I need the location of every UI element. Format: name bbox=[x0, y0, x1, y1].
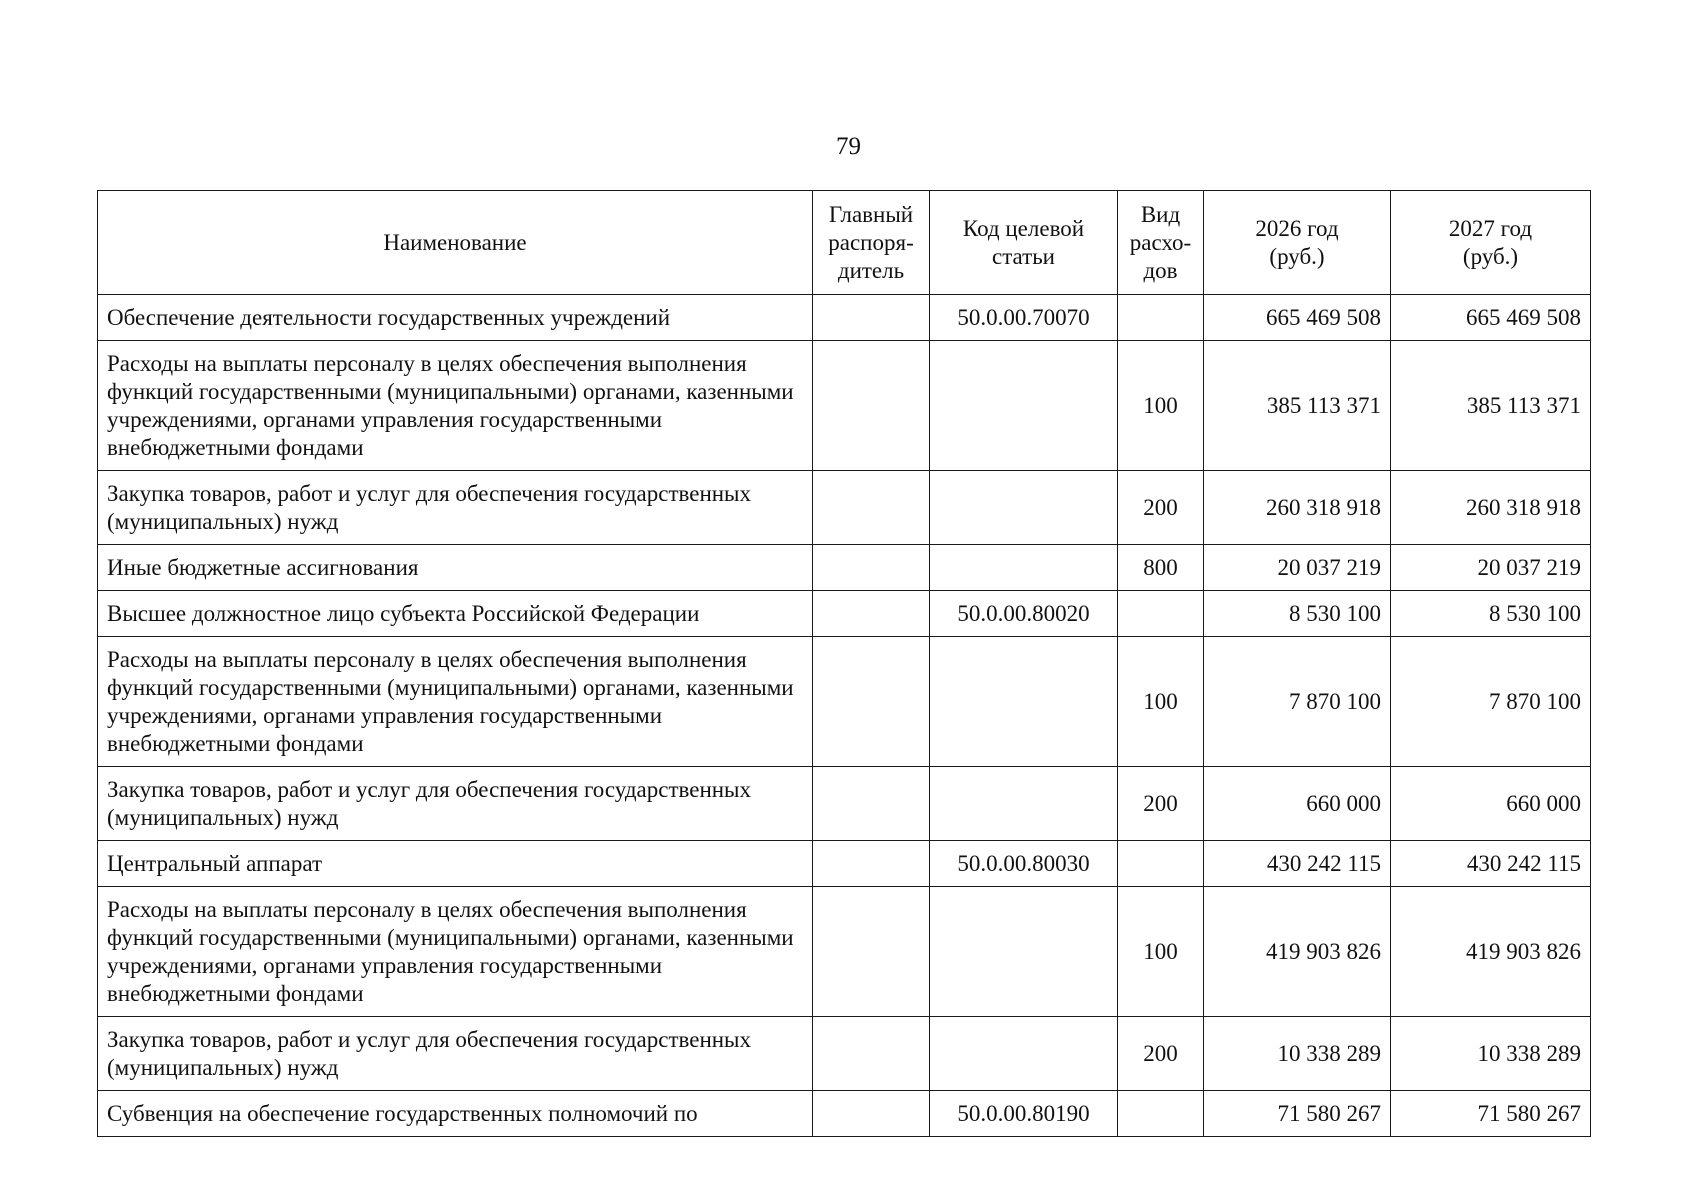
cell-amount-2026: 430 242 115 bbox=[1204, 841, 1391, 887]
table-row bbox=[98, 767, 1591, 841]
header-code-line: статьи bbox=[991, 243, 1055, 269]
header-year-2027-line: (руб.) bbox=[1462, 243, 1519, 269]
header-kind-line: дов bbox=[1143, 257, 1178, 283]
header-code bbox=[930, 191, 1118, 295]
header-kind-line: расхо- bbox=[1129, 229, 1192, 255]
cell-expense-kind bbox=[1118, 591, 1204, 637]
cell-target-code bbox=[930, 471, 1118, 545]
cell-expense-kind: 200 bbox=[1118, 767, 1204, 841]
header-manager-line: распоря- bbox=[828, 229, 914, 255]
table-header-row bbox=[98, 191, 1591, 295]
cell-manager bbox=[813, 295, 930, 341]
header-manager-line: дитель bbox=[837, 257, 905, 283]
header-year-2026 bbox=[1204, 191, 1391, 295]
header-year-2026-line: 2026 год bbox=[1255, 215, 1339, 241]
cell-amount-2026: 71 580 267 bbox=[1204, 1091, 1391, 1137]
cell-amount-2026: 20 037 219 bbox=[1204, 545, 1391, 591]
cell-manager bbox=[813, 341, 930, 471]
cell-expense-kind: 100 bbox=[1118, 341, 1204, 471]
cell-target-code bbox=[930, 637, 1118, 767]
header-kind bbox=[1118, 191, 1204, 295]
cell-amount-2027: 665 469 508 bbox=[1391, 295, 1591, 341]
cell-amount-2026: 660 000 bbox=[1204, 767, 1391, 841]
cell-amount-2027: 71 580 267 bbox=[1391, 1091, 1591, 1137]
table-row bbox=[98, 841, 1591, 887]
table-row bbox=[98, 545, 1591, 591]
cell-name: Закупка товаров, работ и услуг для обеспечения государственных (муниципальных) нужд bbox=[98, 1017, 813, 1091]
cell-expense-kind: 200 bbox=[1118, 471, 1204, 545]
table-body bbox=[98, 295, 1591, 1137]
cell-manager bbox=[813, 767, 930, 841]
cell-expense-kind bbox=[1118, 1091, 1204, 1137]
cell-amount-2026: 419 903 826 bbox=[1204, 887, 1391, 1017]
table-row bbox=[98, 591, 1591, 637]
cell-manager bbox=[813, 591, 930, 637]
cell-amount-2026: 7 870 100 bbox=[1204, 637, 1391, 767]
page-number: 79 bbox=[836, 133, 861, 160]
header-year-2026-line: (руб.) bbox=[1269, 243, 1325, 269]
cell-amount-2027: 660 000 bbox=[1391, 767, 1591, 841]
cell-name: Расходы на выплаты персоналу в целях обеспечения выполнения функций государственными (муниципальными) органами, казенными учреждениями, органами управления государственными внебюджетными фондами bbox=[98, 887, 813, 1017]
cell-manager bbox=[813, 471, 930, 545]
cell-name: Иные бюджетные ассигнования bbox=[98, 545, 813, 591]
cell-target-code: 50.0.00.80020 bbox=[930, 591, 1118, 637]
cell-manager bbox=[813, 545, 930, 591]
header-year-2027 bbox=[1391, 191, 1591, 295]
cell-expense-kind: 200 bbox=[1118, 1017, 1204, 1091]
table-row bbox=[98, 1091, 1591, 1137]
cell-target-code bbox=[930, 887, 1118, 1017]
table-row bbox=[98, 1017, 1591, 1091]
cell-target-code: 50.0.00.80190 bbox=[930, 1091, 1118, 1137]
table-row bbox=[98, 887, 1591, 1017]
cell-amount-2027: 419 903 826 bbox=[1391, 887, 1591, 1017]
budget-table bbox=[97, 190, 1591, 1137]
header-kind-line: Вид bbox=[1140, 201, 1181, 227]
header-name-text: Наименование bbox=[383, 229, 527, 255]
cell-target-code: 50.0.00.80030 bbox=[930, 841, 1118, 887]
cell-amount-2026: 665 469 508 bbox=[1204, 295, 1391, 341]
cell-name: Закупка товаров, работ и услуг для обеспечения государственных (муниципальных) нужд bbox=[98, 471, 813, 545]
cell-target-code bbox=[930, 341, 1118, 471]
table-row bbox=[98, 471, 1591, 545]
cell-manager bbox=[813, 1091, 930, 1137]
cell-name: Закупка товаров, работ и услуг для обеспечения государственных (муниципальных) нужд bbox=[98, 767, 813, 841]
header-manager bbox=[813, 191, 930, 295]
table-row bbox=[98, 637, 1591, 767]
cell-target-code bbox=[930, 1017, 1118, 1091]
cell-amount-2026: 385 113 371 bbox=[1204, 341, 1391, 471]
cell-manager bbox=[813, 841, 930, 887]
header-manager-line: Главный bbox=[828, 201, 914, 227]
cell-amount-2026: 8 530 100 bbox=[1204, 591, 1391, 637]
cell-amount-2027: 20 037 219 bbox=[1391, 545, 1591, 591]
cell-name: Центральный аппарат bbox=[98, 841, 813, 887]
cell-amount-2027: 8 530 100 bbox=[1391, 591, 1591, 637]
cell-amount-2027: 260 318 918 bbox=[1391, 471, 1591, 545]
cell-target-code bbox=[930, 545, 1118, 591]
cell-expense-kind bbox=[1118, 295, 1204, 341]
cell-name: Расходы на выплаты персоналу в целях обеспечения выполнения функций государственными (муниципальными) органами, казенными учреждениями, органами управления государственными внебюджетными фондами bbox=[98, 637, 813, 767]
cell-expense-kind: 800 bbox=[1118, 545, 1204, 591]
cell-amount-2026: 260 318 918 bbox=[1204, 471, 1391, 545]
cell-target-code: 50.0.00.70070 bbox=[930, 295, 1118, 341]
cell-expense-kind bbox=[1118, 841, 1204, 887]
cell-manager bbox=[813, 637, 930, 767]
cell-amount-2026: 10 338 289 bbox=[1204, 1017, 1391, 1091]
cell-amount-2027: 385 113 371 bbox=[1391, 341, 1591, 471]
header-name bbox=[98, 191, 813, 295]
cell-amount-2027: 7 870 100 bbox=[1391, 637, 1591, 767]
cell-target-code bbox=[930, 767, 1118, 841]
cell-manager bbox=[813, 1017, 930, 1091]
cell-expense-kind: 100 bbox=[1118, 887, 1204, 1017]
cell-amount-2027: 430 242 115 bbox=[1391, 841, 1591, 887]
cell-name: Субвенция на обеспечение государственных полномочий по bbox=[98, 1091, 813, 1137]
cell-manager bbox=[813, 887, 930, 1017]
cell-name: Обеспечение деятельности государственных учреждений bbox=[98, 295, 813, 341]
header-code-line: Код целевой bbox=[962, 215, 1085, 241]
cell-expense-kind: 100 bbox=[1118, 637, 1204, 767]
table-row bbox=[98, 341, 1591, 471]
header-year-2027-line: 2027 год bbox=[1448, 215, 1533, 241]
cell-amount-2027: 10 338 289 bbox=[1391, 1017, 1591, 1091]
cell-name: Расходы на выплаты персоналу в целях обеспечения выполнения функций государственными (муниципальными) органами, казенными учреждениями, органами управления государственными внебюджетными фондами bbox=[98, 341, 813, 471]
cell-name: Высшее должностное лицо субъекта Российской Федерации bbox=[98, 591, 813, 637]
table-row bbox=[98, 295, 1591, 341]
